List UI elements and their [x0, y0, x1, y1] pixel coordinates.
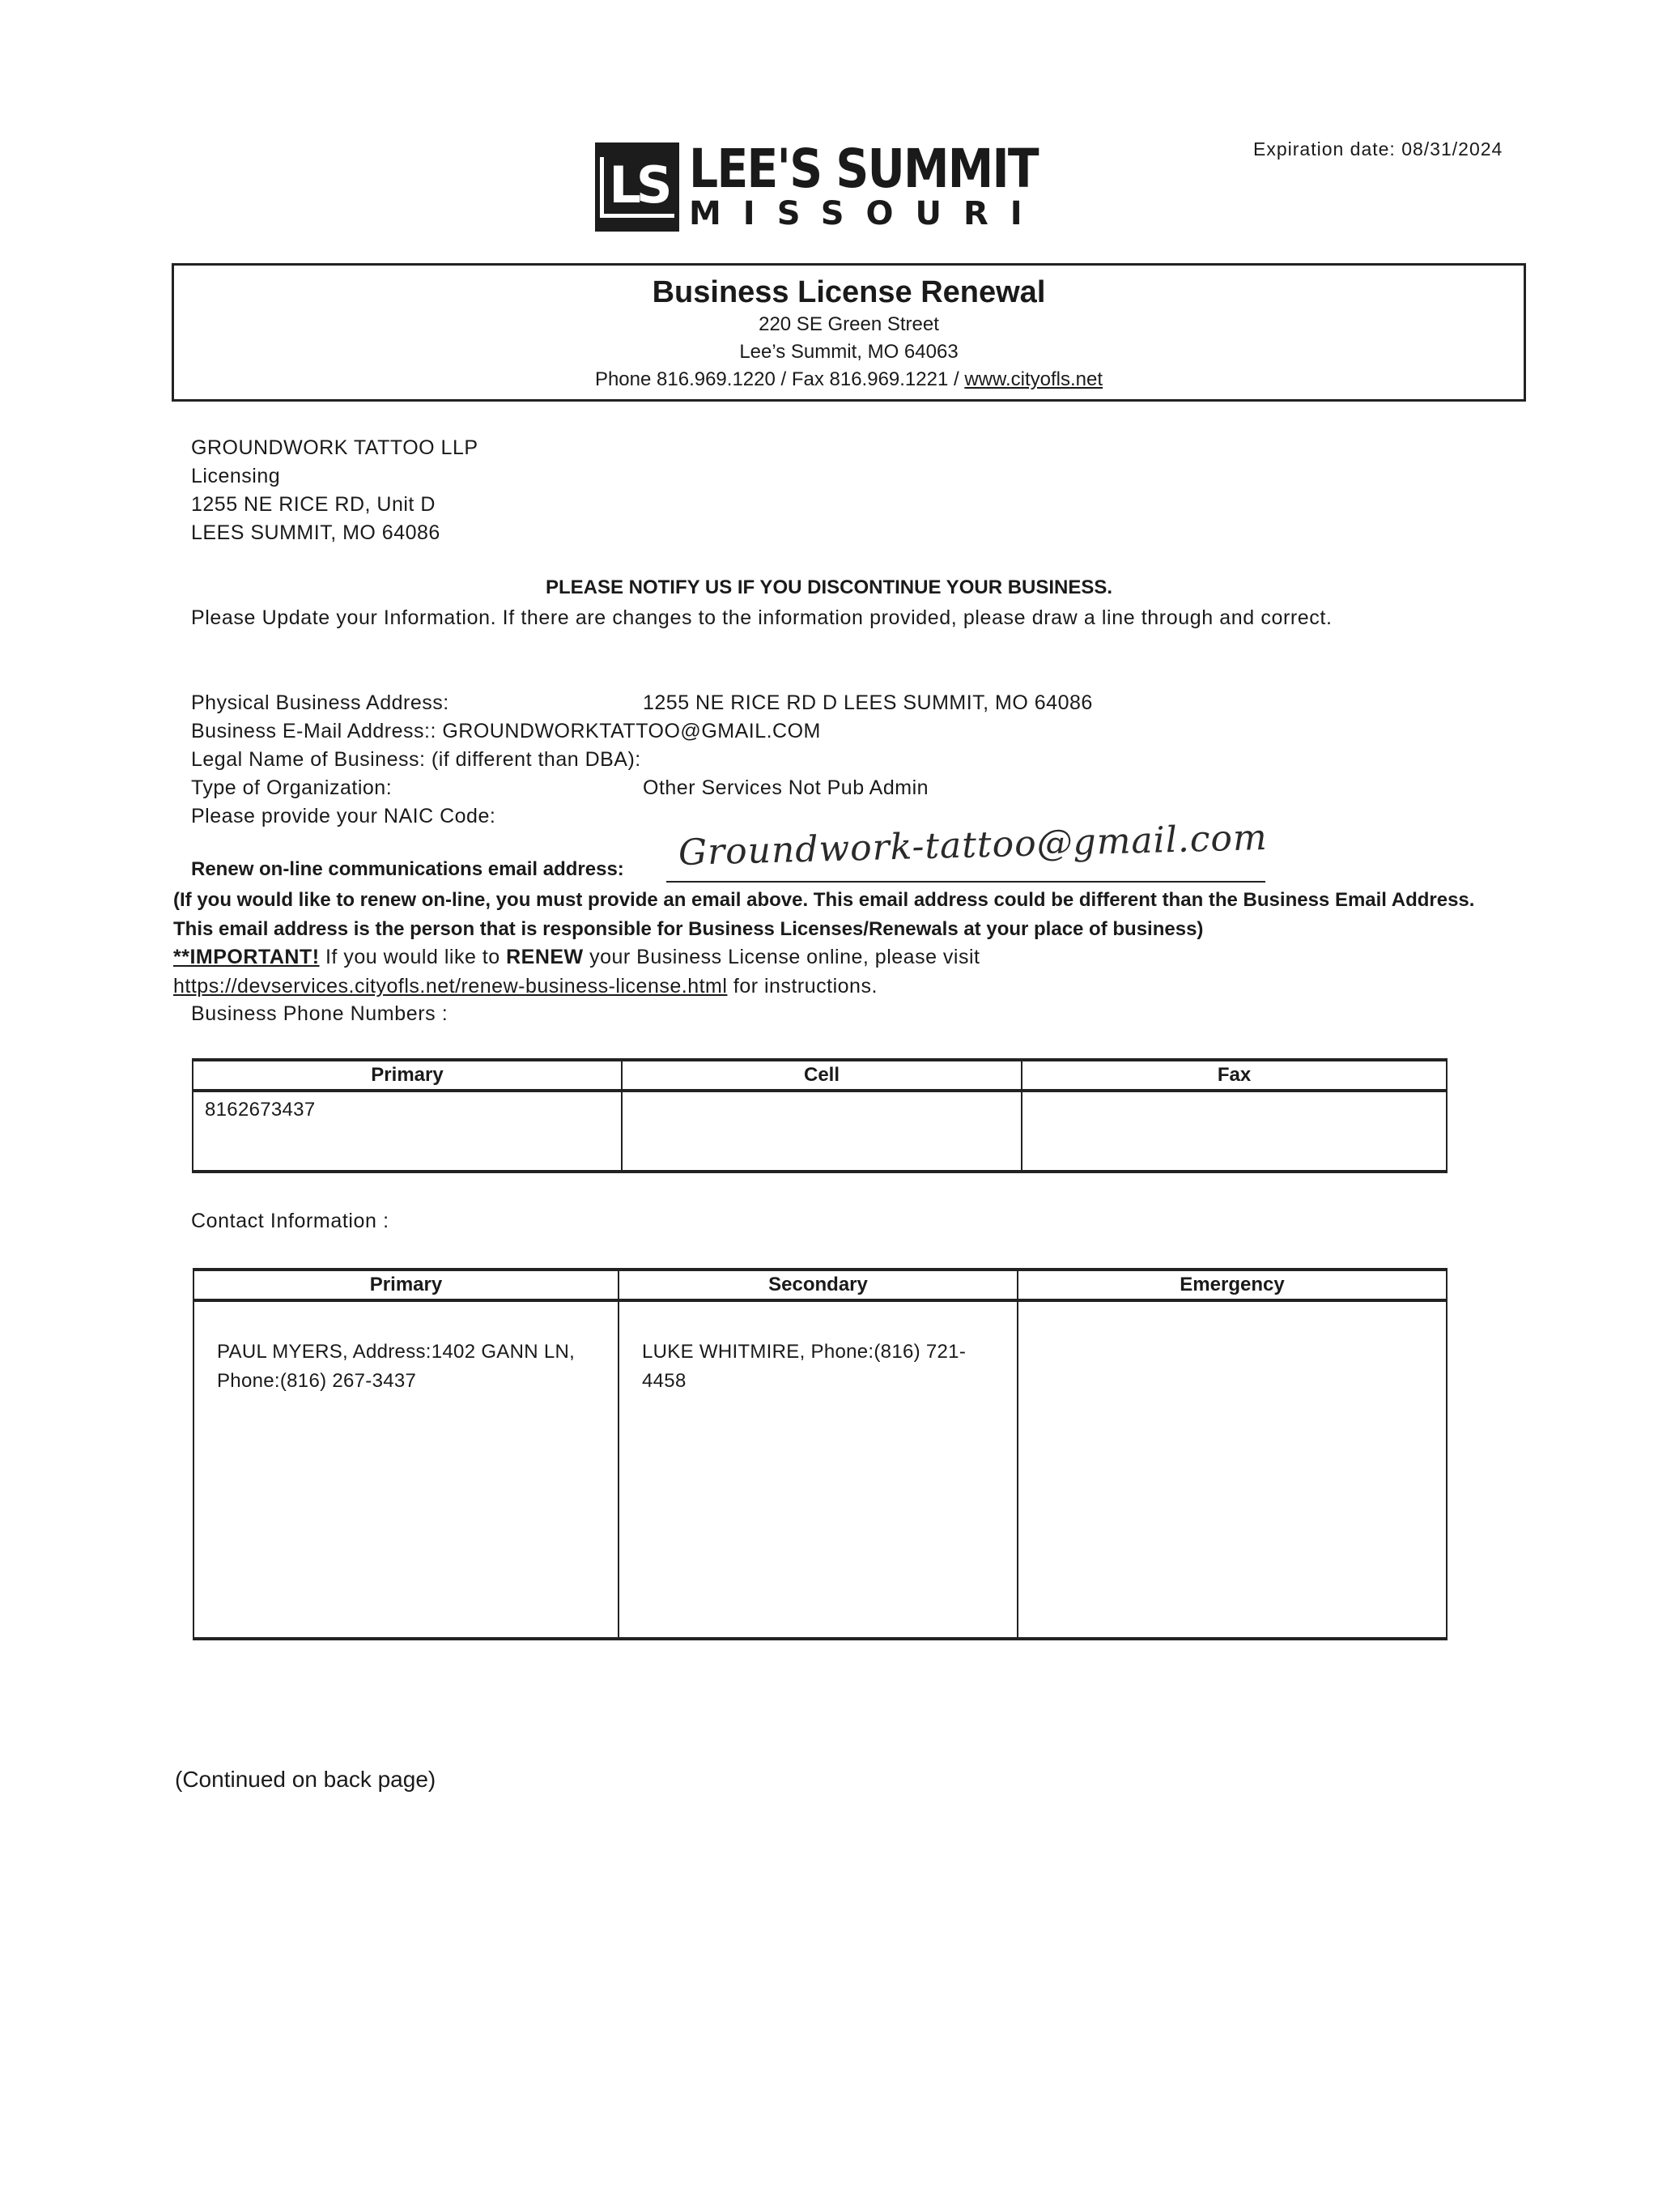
fax-cell[interactable]: [1022, 1091, 1447, 1172]
expiration-date: Expiration date: 08/31/2024: [1253, 138, 1503, 160]
mailing-address: [191, 434, 478, 547]
logo-state-name: MISSOURI: [689, 195, 1044, 232]
contact-col-secondary: Secondary: [619, 1270, 1018, 1300]
phone-col-primary: Primary: [193, 1060, 622, 1091]
continued-note: (Continued on back page): [175, 1767, 436, 1792]
phone-numbers-label: Business Phone Numbers :: [191, 1002, 449, 1025]
cell-phone-cell[interactable]: [622, 1091, 1022, 1172]
attention-line: Licensing: [191, 465, 281, 487]
contact-col-emergency: Emergency: [1018, 1270, 1447, 1300]
office-city: Lee’s Summit, MO 64063: [739, 341, 959, 363]
phone-col-cell: Cell: [622, 1060, 1022, 1091]
ls-logo-icon: LS: [595, 143, 679, 232]
renew-email-handwritten: Groundwork-tattoo@gmail.com: [678, 816, 1269, 874]
discontinue-notice: PLEASE NOTIFY US IF YOU DISCONTINUE YOUR BUSINESS.: [545, 576, 1113, 598]
important-notice: **IMPORTANT! If you would like to RENEW your Business License online, please visit https://devservices.cityofls.net/renew-business-license.html for instructions.: [173, 946, 980, 998]
business-email-value[interactable]: Business E-Mail Address:: GROUNDWORKTATTOO@GMAIL.COM: [191, 720, 821, 742]
city-logo: [595, 139, 1095, 235]
renew-email-label: Renew on-line communications email address:: [191, 858, 624, 880]
org-type-value[interactable]: Other Services Not Pub Admin: [643, 776, 929, 799]
phone-numbers-table: [192, 1058, 1448, 1173]
contact-col-primary: Primary: [193, 1270, 619, 1300]
form-header: [172, 263, 1526, 402]
form-title: Business License Renewal: [652, 275, 1046, 309]
secondary-contact-cell[interactable]: LUKE WHITMIRE, Phone:(816) 721-4458: [619, 1300, 1018, 1639]
renew-url-link[interactable]: https://devservices.cityofls.net/renew-business-license.html: [173, 975, 728, 998]
update-instructions: Please Update your Information. If there are changes to the information provided, please draw a line through and correct.: [191, 606, 1333, 629]
mailing-street: 1255 NE RICE RD, Unit D: [191, 493, 436, 516]
renew-email-field[interactable]: [666, 881, 1265, 883]
contact-info-table: [193, 1268, 1448, 1640]
primary-contact-cell[interactable]: PAUL MYERS, Address:1402 GANN LN, Phone:(816) 267-3437: [193, 1300, 619, 1639]
logo-city-name: LEE'S SUMMIT: [689, 138, 1038, 200]
contact-info-label: Contact Information :: [191, 1210, 389, 1232]
renew-note: (If you would like to renew on-line, you must provide an email above. This email address could be different than the Business Email Address. This email address is the person that is responsible for Business Licenses/Renewals at your place of business): [173, 889, 1475, 940]
primary-phone-cell[interactable]: 8162673437: [193, 1091, 622, 1172]
phone-col-fax: Fax: [1022, 1060, 1447, 1091]
office-street: 220 SE Green Street: [759, 313, 939, 335]
physical-address-value[interactable]: 1255 NE RICE RD D LEES SUMMIT, MO 64086: [643, 691, 1093, 714]
office-contact: Phone 816.969.1220 / Fax 816.969.1221 / www.cityofls.net: [594, 368, 1103, 390]
emergency-contact-cell[interactable]: [1018, 1300, 1447, 1639]
website-link[interactable]: www.cityofls.net: [964, 368, 1103, 390]
mailing-city: LEES SUMMIT, MO 64086: [191, 521, 440, 544]
business-name: GROUNDWORK TATTOO LLP: [191, 436, 478, 459]
